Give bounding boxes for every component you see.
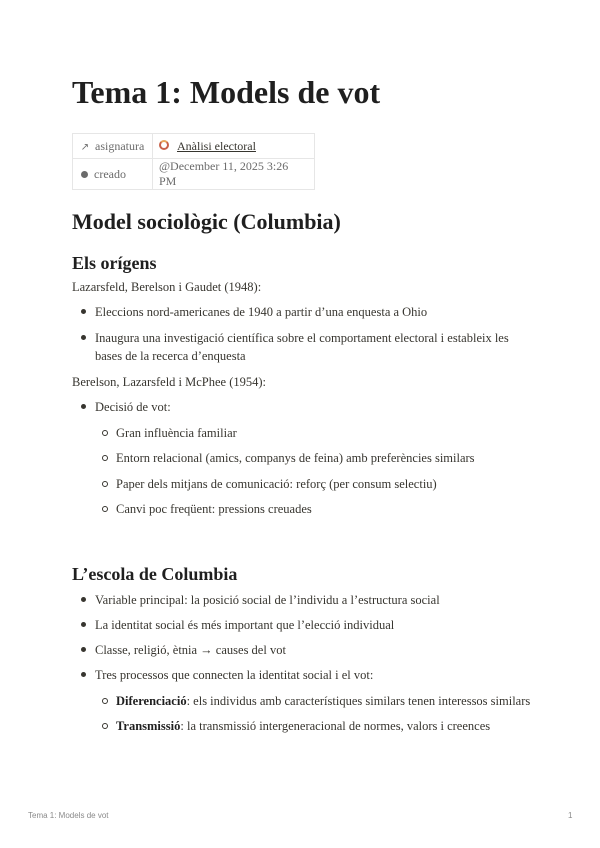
footer-title: Tema 1: Models de vot (28, 811, 109, 820)
bullet-icon (81, 309, 86, 314)
bullet-icon (81, 622, 86, 627)
list-item: Classe, religió, ètnia → causes del vot (95, 641, 535, 659)
list-item: Eleccions nord-americanes de 1940 a partir d’una enquesta a Ohio (95, 303, 535, 321)
property-key: creado (94, 166, 126, 181)
page-title: Tema 1: Models de vot (72, 74, 381, 110)
properties-table (72, 133, 315, 190)
sub-list-item: Canvi poc freqüent: pressions creuades (116, 500, 556, 518)
property-key: asignatura (95, 138, 145, 153)
created-date: @December 11, 2025 3:26 PM (159, 159, 289, 188)
sub-list-item: Paper dels mitjans de comunicació: reforç (per consum selectiu) (116, 475, 556, 493)
list-item: Variable principal: la posició social de l’individu a l’estructura social (95, 591, 535, 609)
subsection-heading: Els orígens (72, 253, 157, 273)
paragraph: Lazarsfeld, Berelson i Gaudet (1948): (72, 280, 262, 294)
sub-list-item: Diferenciació: els individus amb característiques similars tenen interessos similars (116, 692, 556, 710)
bullet-icon (81, 647, 86, 652)
clock-icon (81, 171, 88, 178)
list-item: La identitat social és més important que l’elecció individual (95, 616, 535, 634)
circle-bullet-icon (102, 698, 108, 704)
list-item: Inaugura una investigació científica sobre el comportament electoral i estableix les bases de la recerca d’enquesta (95, 329, 535, 365)
circle-bullet-icon (102, 506, 108, 512)
circle-bullet-icon (102, 723, 108, 729)
circle-bullet-icon (102, 481, 108, 487)
subsection-heading: L’escola de Columbia (72, 564, 238, 584)
bullet-icon (81, 404, 86, 409)
paragraph: Berelson, Lazarsfeld i McPhee (1954): (72, 375, 267, 389)
page-number: 1 (568, 811, 573, 820)
sub-list-item: Entorn relacional (amics, companys de feina) amb preferències similars (116, 449, 556, 467)
circle-bullet-icon (102, 430, 108, 436)
sub-list-item: Gran influència familiar (116, 424, 556, 442)
property-row-asignatura (73, 134, 315, 159)
circle-bullet-icon (102, 455, 108, 461)
term-label: Diferenciació (116, 694, 187, 708)
page-icon (159, 140, 169, 150)
list-item: Decisió de vot: (95, 398, 535, 416)
asignatura-link[interactable]: Anàlisi electoral (177, 138, 256, 153)
sub-list-item: Transmissió: la transmissió intergeneracional de normes, valors i creences (116, 717, 556, 735)
section-heading: Model sociològic (Columbia) (72, 209, 341, 234)
list-item: Tres processos que connecten la identitat social i el vot: (95, 666, 535, 684)
bullet-icon (81, 672, 86, 677)
bullet-icon (81, 597, 86, 602)
arrow-up-right-icon: ↗ (80, 141, 90, 153)
property-row-creado (73, 159, 315, 190)
term-label: Transmissió (116, 719, 181, 733)
bullet-icon (81, 335, 86, 340)
